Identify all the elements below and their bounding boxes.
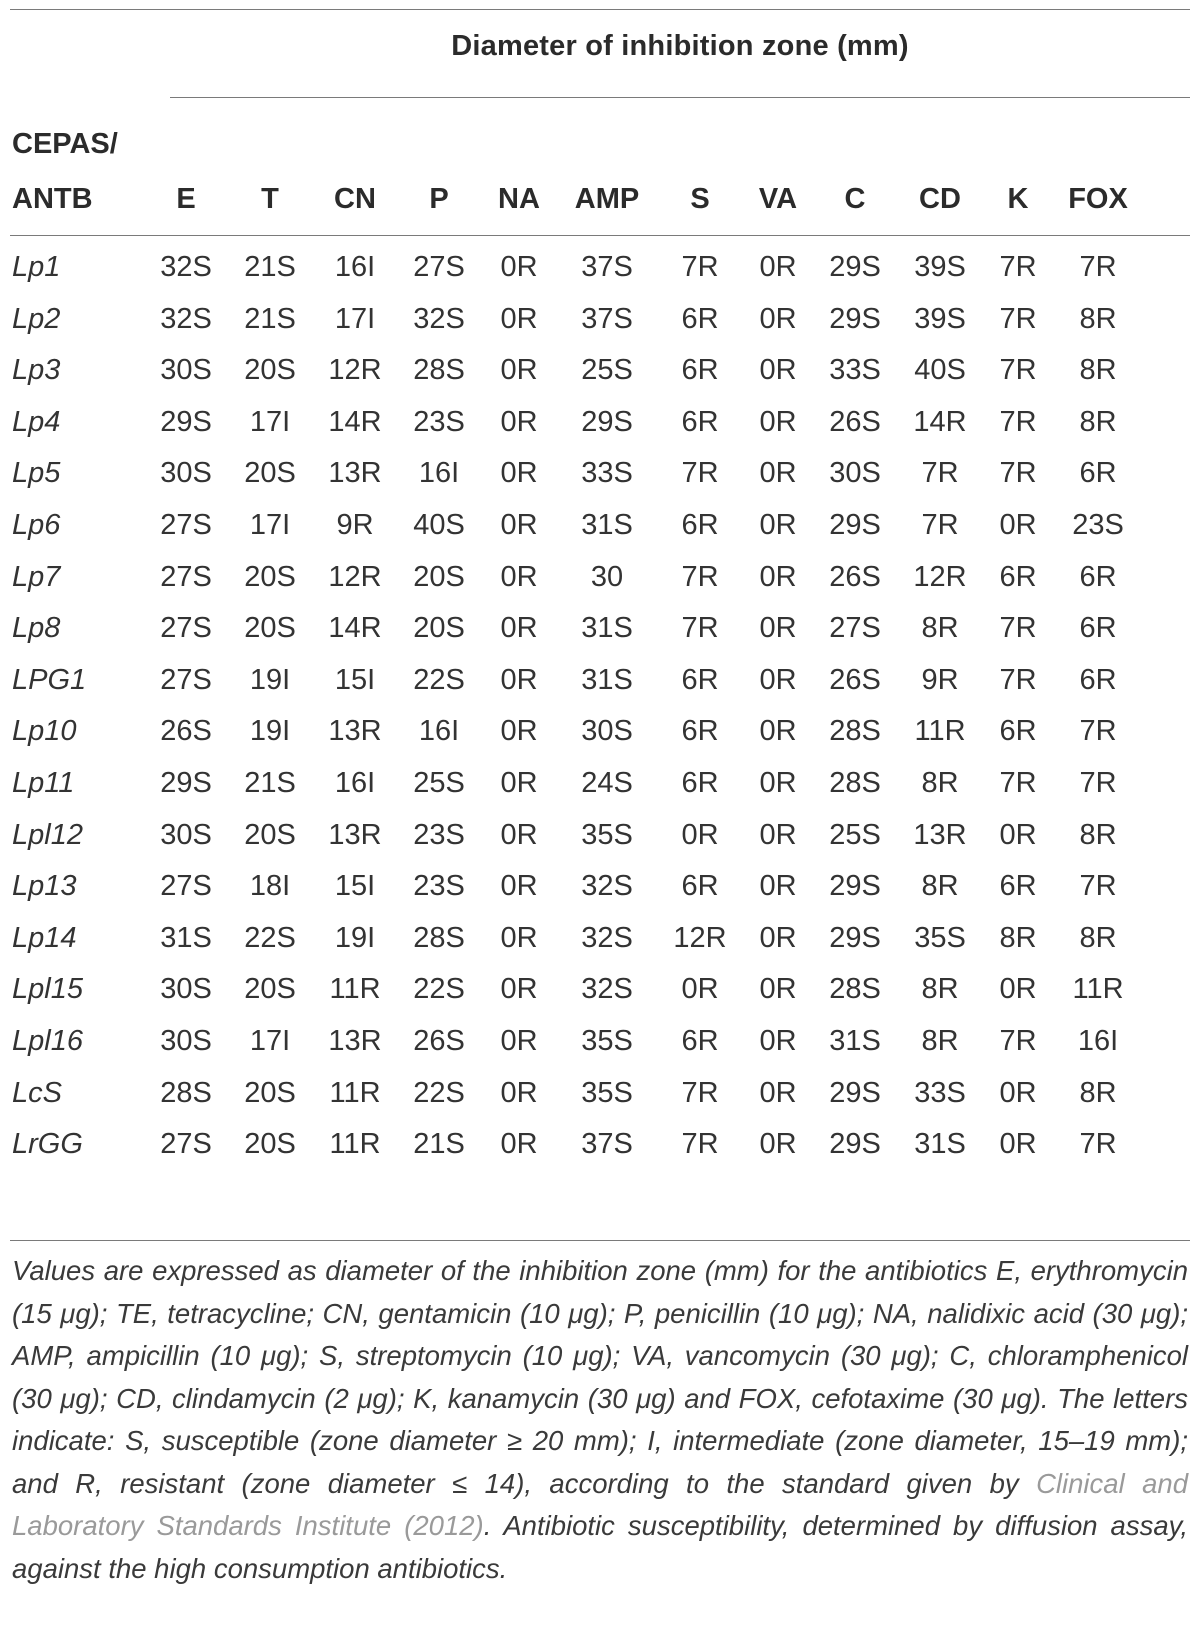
table-row [0, 922, 1200, 976]
table-cell: 6R [681, 767, 719, 799]
table-cell: 26S [160, 715, 212, 748]
table-row [0, 406, 1200, 460]
table-cell: 7R [1079, 1128, 1117, 1161]
table-cell: 0R [759, 767, 797, 799]
row-label: Lp5 [12, 457, 61, 490]
table-cell: 0R [500, 560, 538, 593]
table-cell: 0R [759, 663, 797, 696]
table-cell: 21S [244, 302, 296, 335]
table-row [0, 973, 1200, 1027]
table-cell: 7R [999, 612, 1037, 645]
row-label: Lp7 [12, 560, 61, 593]
table-row [0, 561, 1200, 615]
row-label: Lp4 [12, 405, 61, 438]
table-cell: 31S [914, 1128, 966, 1161]
table-cell: 8R [921, 973, 959, 1006]
table-cell: 23S [413, 405, 465, 438]
table-cell: 13R [328, 715, 382, 748]
footnote-citation-link[interactable]: Clinical and Laboratory Standards Institute (2012) [12, 1467, 1188, 1541]
footnote-text: Values are expressed as diameter of the inhibition zone (mm) for the antibiotics E, erythromycin (15 μg); TE, tetracycline; CN, gentamicin (10 μg); P, penicillin (10 μg); NA, nalidixic acid (30 μg); AMP, ampicillin (10 μg); S, streptomycin (10 μg); VA, vancomycin (30 μg); C, chloramphenicol (30 μg); CD, clindamycin (2 μg); K, kanamycin (30 μg) and FOX, cefotaxime (30 μg). The letters indicate: S, susceptible (zone diameter ≥ 20 mm); I, intermediate (zone diameter, 15–19 mm); and R, resistant (zone diameter ≤ 14), according to the standard given by [12, 1255, 1188, 1499]
table-cell: 32S [160, 302, 212, 335]
table-cell: 6R [681, 870, 719, 903]
table-cell: 0R [759, 1076, 797, 1109]
table-cell: 14R [913, 405, 967, 438]
table-cell: 0R [759, 715, 797, 748]
table-cell: 30S [160, 818, 212, 851]
table-cell: 0R [500, 663, 538, 696]
table-cell: 9R [336, 509, 374, 541]
table-cell: 29S [160, 405, 212, 438]
table-row [0, 303, 1200, 357]
table-row [0, 715, 1200, 769]
table-cell: 6R [999, 715, 1037, 748]
table-cell: 26S [829, 560, 881, 593]
table-cell: 37S [581, 251, 633, 283]
table-row [0, 664, 1200, 718]
table-cell: 30S [829, 457, 881, 490]
table-cell: 11R [329, 1128, 381, 1161]
table-cell: 0R [500, 715, 538, 748]
column-header-va: VA [758, 183, 798, 215]
table-cell: 0R [500, 870, 538, 903]
table-cell: 0R [759, 1128, 797, 1161]
table-cell: 0R [500, 302, 538, 335]
table-cell: 29S [829, 302, 881, 335]
table-cell: 27S [160, 870, 212, 903]
table-cell: 32S [160, 251, 212, 283]
row-label: Lp2 [12, 302, 61, 335]
table-cell: 8R [921, 612, 959, 645]
table-cell: 7R [999, 405, 1037, 438]
table-cell: 0R [759, 405, 797, 438]
table-cell: 7R [1079, 767, 1117, 799]
column-header-e: E [176, 183, 196, 215]
table-cell: 20S [244, 560, 296, 593]
table-cell: 33S [829, 354, 881, 387]
table-cell: 0R [759, 354, 797, 387]
table-cell: 27S [160, 663, 212, 696]
table-cell: 17I [334, 302, 376, 335]
table-cell: 6R [681, 715, 719, 748]
table-cell: 6R [1079, 560, 1117, 593]
table-cell: 11R [329, 973, 381, 1006]
header-bottom-rule [10, 235, 1190, 236]
row-label: Lp13 [12, 870, 77, 903]
table-cell: 25S [581, 354, 633, 387]
table-cell: 7R [681, 457, 719, 490]
table-cell: 35S [581, 1025, 633, 1057]
table-cell: 0R [500, 509, 538, 541]
table-cell: 6R [681, 663, 719, 696]
table-cell: 33S [581, 457, 633, 490]
table-cell: 0R [500, 818, 538, 851]
table-cell: 0R [500, 1025, 538, 1057]
table-cell: 29S [829, 1128, 881, 1161]
table-cell: 20S [244, 612, 296, 645]
table-cell: 13R [328, 818, 382, 851]
table-cell: 32S [581, 921, 633, 954]
table-row [0, 819, 1200, 873]
column-group-title: Diameter of inhibition zone (mm) [451, 30, 909, 62]
table-cell: 6R [681, 405, 719, 438]
table-cell: 22S [413, 663, 465, 696]
table-cell: 33S [914, 1076, 966, 1109]
table-cell: 26S [829, 405, 881, 438]
column-header-fox: FOX [1068, 183, 1128, 215]
table-cell: 0R [999, 1076, 1037, 1109]
table-cell: 0R [681, 818, 719, 851]
table-cell: 37S [581, 302, 633, 335]
table-cell: 7R [681, 560, 719, 593]
table-cell: 16I [418, 457, 460, 490]
table-top-rule [10, 9, 1190, 10]
column-header-t: T [261, 183, 279, 215]
table-cell: 20S [244, 354, 296, 387]
row-label: LcS [12, 1076, 62, 1109]
table-cell: 7R [681, 1076, 719, 1109]
row-label: Lp8 [12, 612, 61, 645]
table-cell: 0R [759, 251, 797, 283]
table-cell: 0R [999, 509, 1037, 541]
table-cell: 32S [413, 302, 465, 335]
table-cell: 27S [160, 1128, 212, 1161]
table-cell: 28S [829, 715, 881, 748]
table-cell: 29S [829, 870, 881, 903]
table-cell: 39S [914, 251, 966, 283]
footnote-text-end: . Antibiotic susceptibility, determined by diffusion assay, against the high consumption antibiotics. [12, 1510, 1188, 1584]
table-cell: 8R [921, 870, 959, 903]
table-cell: 11R [1072, 973, 1124, 1006]
stub-header-line1: CEPAS/ [12, 128, 118, 160]
table-cell: 28S [829, 767, 881, 799]
table-cell: 13R [913, 818, 967, 851]
table-cell: 29S [160, 767, 212, 799]
table-cell: 6R [681, 509, 719, 541]
table-footnote [12, 1250, 1188, 1590]
table-row [0, 1128, 1200, 1182]
column-header-s: S [690, 183, 710, 215]
table-cell: 0R [500, 767, 538, 799]
table-row [0, 457, 1200, 511]
row-label: Lpl12 [12, 818, 83, 851]
table-cell: 29S [829, 921, 881, 954]
table-cell: 0R [500, 354, 538, 387]
table-cell: 7R [999, 663, 1037, 696]
table-cell: 30S [160, 1025, 212, 1057]
table-cell: 8R [921, 1025, 959, 1057]
table-cell: 12R [913, 560, 967, 593]
table-cell: 16I [418, 715, 460, 748]
table-cell: 22S [413, 973, 465, 1006]
table-cell: 25S [413, 767, 465, 799]
table-cell: 20S [244, 457, 296, 490]
table-cell: 7R [681, 1128, 719, 1161]
table-row [0, 870, 1200, 924]
table-cell: 27S [160, 509, 212, 541]
table-cell: 32S [581, 973, 633, 1006]
table-cell: 0R [681, 973, 719, 1006]
table-cell: 26S [413, 1025, 465, 1057]
table-cell: 16I [1077, 1025, 1119, 1057]
table-cell: 8R [999, 921, 1037, 954]
table-cell: 20S [244, 1076, 296, 1109]
table-cell: 9R [921, 663, 959, 696]
table-cell: 15I [334, 870, 376, 903]
table-row [0, 1077, 1200, 1131]
column-header-c: C [844, 183, 866, 215]
table-cell: 14R [328, 405, 382, 438]
table-cell: 0R [500, 973, 538, 1006]
table-cell: 12R [328, 354, 382, 387]
table-cell: 27S [413, 251, 465, 283]
table-cell: 0R [759, 1025, 797, 1057]
table-cell: 13R [328, 1025, 382, 1057]
table-cell: 6R [999, 560, 1037, 593]
table-cell: 20S [413, 612, 465, 645]
table-cell: 27S [160, 560, 212, 593]
table-cell: 20S [244, 818, 296, 851]
table-cell: 31S [581, 663, 633, 696]
table-cell: 21S [244, 251, 296, 283]
table-cell: 14R [328, 612, 382, 645]
table-cell: 0R [759, 921, 797, 954]
table-cell: 27S [829, 612, 881, 645]
table-cell: 21S [244, 767, 296, 799]
column-group-rule [170, 97, 1190, 98]
table-cell: 0R [999, 1128, 1037, 1161]
table-cell: 35S [581, 1076, 633, 1109]
table-cell: 0R [759, 509, 797, 541]
table-cell: 6R [681, 302, 719, 335]
table-cell: 39S [914, 302, 966, 335]
table-cell: 0R [500, 1076, 538, 1109]
table-cell: 7R [1079, 715, 1117, 748]
table-cell: 27S [160, 612, 212, 645]
row-label: Lp1 [12, 251, 61, 283]
table-cell: 18I [249, 870, 291, 903]
table-cell: 15I [334, 663, 376, 696]
table-cell: 6R [1079, 663, 1117, 696]
table-cell: 30S [160, 457, 212, 490]
table-cell: 19I [334, 921, 376, 954]
table-row [0, 767, 1200, 821]
table-cell: 8R [921, 767, 959, 799]
table-cell: 7R [681, 612, 719, 645]
table-cell: 0R [759, 457, 797, 490]
table-cell: 8R [1079, 405, 1117, 438]
table-cell: 6R [1079, 457, 1117, 490]
column-header-cn: CN [334, 183, 376, 215]
table-cell: 32S [581, 870, 633, 903]
row-label: Lp14 [12, 921, 77, 954]
table-cell: 0R [759, 302, 797, 335]
table-cell: 7R [921, 509, 959, 541]
table-cell: 22S [413, 1076, 465, 1109]
table-cell: 23S [1072, 509, 1124, 541]
table-cell: 19I [249, 715, 291, 748]
table-cell: 29S [829, 1076, 881, 1109]
row-label: Lpl15 [12, 973, 83, 1006]
table-cell: 16I [334, 251, 376, 283]
table-cell: 7R [681, 251, 719, 283]
table-cell: 8R [1079, 818, 1117, 851]
table-cell: 6R [681, 354, 719, 387]
table-cell: 23S [413, 870, 465, 903]
table-row [0, 354, 1200, 408]
table-cell: 30S [581, 715, 633, 748]
table-cell: 28S [160, 1076, 212, 1109]
table-cell: 0R [500, 1128, 538, 1161]
table-cell: 30 [590, 560, 624, 593]
table-cell: 6R [1079, 612, 1117, 645]
table-cell: 6R [999, 870, 1037, 903]
table-cell: 29S [829, 509, 881, 541]
table-cell: 12R [328, 560, 382, 593]
table-cell: 20S [244, 973, 296, 1006]
table-cell: 0R [759, 612, 797, 645]
table-cell: 19I [249, 663, 291, 696]
column-header-p: P [429, 183, 449, 215]
table-cell: 23S [413, 818, 465, 851]
table-cell: 24S [581, 767, 633, 799]
table-cell: 0R [500, 612, 538, 645]
column-header-cd: CD [919, 183, 961, 215]
table-cell: 7R [999, 251, 1037, 283]
table-cell: 8R [1079, 354, 1117, 387]
table-cell: 13R [328, 457, 382, 490]
table-cell: 40S [914, 354, 966, 387]
table-cell: 7R [999, 354, 1037, 387]
table-cell: 35S [581, 818, 633, 851]
table-cell: 31S [160, 921, 212, 954]
table-cell: 31S [581, 612, 633, 645]
table-cell: 8R [1079, 302, 1117, 335]
row-label: Lp11 [12, 767, 75, 799]
table-cell: 31S [829, 1025, 881, 1057]
table-cell: 29S [829, 251, 881, 283]
table-cell: 11R [914, 715, 966, 748]
table-cell: 26S [829, 663, 881, 696]
row-label: Lp3 [12, 354, 61, 387]
table-cell: 0R [500, 921, 538, 954]
column-header-k: K [1007, 183, 1029, 215]
table-cell: 7R [999, 767, 1037, 799]
stub-header-line2: ANTB [12, 183, 93, 215]
table-cell: 7R [1079, 251, 1117, 283]
table-cell: 20S [244, 1128, 296, 1161]
table-cell: 37S [581, 1128, 633, 1161]
table-cell: 8R [1079, 1076, 1117, 1109]
table-cell: 21S [413, 1128, 465, 1161]
table-cell: 29S [581, 405, 633, 438]
table-cell: 20S [413, 560, 465, 593]
table-cell: 0R [759, 870, 797, 903]
row-label: LPG1 [12, 663, 87, 696]
table-cell: 30S [160, 973, 212, 1006]
table-row [0, 612, 1200, 666]
table-cell: 6R [681, 1025, 719, 1057]
table-row [0, 509, 1200, 563]
table-cell: 8R [1079, 921, 1117, 954]
table-cell: 7R [999, 302, 1037, 335]
table-cell: 0R [759, 973, 797, 1006]
table-row [0, 251, 1200, 305]
table-bottom-rule [10, 1240, 1190, 1241]
row-label: Lp6 [12, 509, 61, 541]
table-row [0, 1025, 1200, 1079]
table-cell: 40S [413, 509, 465, 541]
table-cell: 0R [999, 818, 1037, 851]
table-cell: 0R [500, 457, 538, 490]
table-cell: 22S [244, 921, 296, 954]
table-cell: 28S [413, 354, 465, 387]
table-cell: 7R [921, 457, 959, 490]
table-cell: 7R [1079, 870, 1117, 903]
table-cell: 30S [160, 354, 212, 387]
table-cell: 12R [673, 921, 727, 954]
table-cell: 35S [914, 921, 966, 954]
table-cell: 0R [500, 251, 538, 283]
table-cell: 7R [999, 1025, 1037, 1057]
table-cell: 0R [759, 818, 797, 851]
column-header-na: NA [498, 183, 540, 215]
table-cell: 0R [500, 405, 538, 438]
table-cell: 25S [829, 818, 881, 851]
table-cell: 16I [334, 767, 376, 799]
table-cell: 17I [249, 405, 291, 438]
table-cell: 31S [581, 509, 633, 541]
table-cell: 28S [413, 921, 465, 954]
column-header-amp: AMP [574, 183, 640, 215]
table-cell: 0R [759, 560, 797, 593]
row-label: Lpl16 [12, 1025, 83, 1057]
row-label: Lp10 [12, 715, 77, 748]
table-cell: 17I [249, 1025, 291, 1057]
table-cell: 28S [829, 973, 881, 1006]
table-cell: 17I [249, 509, 291, 541]
row-label: LrGG [12, 1128, 83, 1161]
table-cell: 7R [999, 457, 1037, 490]
table-cell: 0R [999, 973, 1037, 1006]
table-cell: 11R [329, 1076, 381, 1109]
